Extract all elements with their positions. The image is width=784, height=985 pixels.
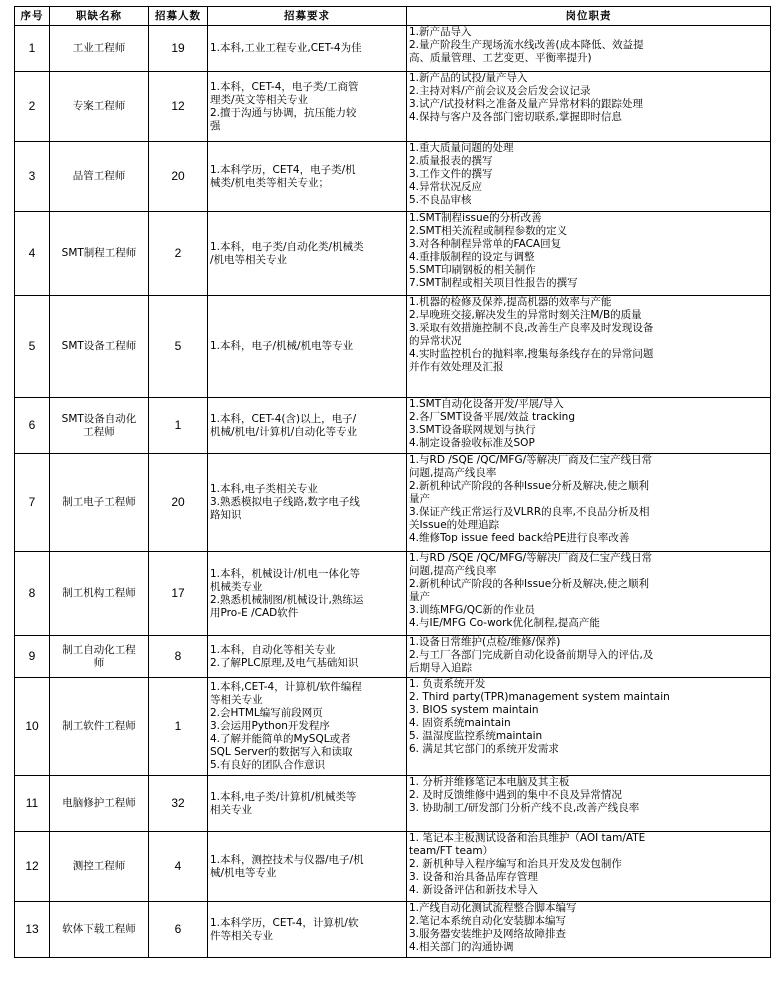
requirement-line: 1.本科，自动化等相关专业	[210, 643, 336, 656]
duty-line: 5. 温湿度监控系统maintain	[409, 730, 543, 742]
duty-line: 5.不良品审核	[409, 194, 472, 206]
headcount-text: 4	[174, 859, 182, 873]
row-number-text: 6	[28, 418, 36, 432]
duty-line: 2. Third party(TPR)management system maintain	[409, 691, 670, 703]
headcount-text: 17	[171, 586, 185, 600]
duties-cell	[407, 678, 771, 776]
job-title-text: 软体下载工程师	[62, 923, 136, 935]
headcount	[149, 902, 208, 958]
duty-line: 3.采取有效措施控制不良,改善生产良率及时发现设备	[409, 322, 654, 334]
table-row	[15, 212, 771, 296]
duties-cell	[407, 552, 771, 636]
duties-cell	[407, 72, 771, 142]
table-row	[15, 26, 771, 72]
header-count: 招募人数	[149, 7, 208, 26]
duty-line: 关Issue的处理追踪	[409, 519, 500, 531]
requirement-line: 强	[210, 119, 221, 132]
header-requirements: 招募要求	[208, 7, 407, 26]
job-title	[50, 552, 149, 636]
requirement-line: 1.本科,电子类相关专业	[210, 483, 318, 495]
duties-cell	[407, 636, 771, 678]
headcount-text: 20	[171, 169, 185, 183]
duty-line: 3. 协助制工/研发部门分析产线不良,改善产线良率	[409, 802, 640, 814]
requirement-line: 1.本科,CET-4，计算机/软件编程	[210, 681, 362, 693]
headcount-text: 12	[171, 99, 185, 113]
requirement-line: 1.本科,工业工程专业,CET-4为佳	[210, 42, 362, 54]
duty-line: 1.设备日常维护(点检/维修/保养)	[409, 636, 561, 648]
requirements-cell	[208, 678, 407, 776]
duty-line: 3.对各种制程异常单的FACA回复	[409, 238, 562, 250]
duty-line: 4. 新设备评估和新技术导入	[409, 884, 538, 896]
duty-line: 1.机器的检修及保养,提高机器的效率与产能	[409, 296, 612, 308]
row-number	[15, 678, 50, 776]
duties-cell	[407, 398, 771, 454]
requirement-line: 1.本科，电子类/自动化类/机械类	[210, 240, 364, 253]
requirement-line: 械类/机电类等相关专业；	[210, 176, 330, 189]
duty-line: 2.SMT相关流程或制程参数的定义	[409, 225, 568, 237]
row-number	[15, 552, 50, 636]
job-title	[50, 454, 149, 552]
row-number-text: 1	[28, 41, 36, 55]
requirement-line: 理类/英文等相关专业	[210, 93, 309, 106]
headcount	[149, 636, 208, 678]
headcount	[149, 212, 208, 296]
table-row	[15, 902, 771, 958]
requirement-line: 相关专业	[210, 803, 252, 816]
job-title	[50, 902, 149, 958]
requirement-line: 2.熟悉机械制图/机械设计,熟练运	[210, 593, 364, 606]
job-title-text: 制工机构工程师	[62, 587, 136, 599]
duty-line: 2.质量报表的撰写	[409, 155, 493, 167]
requirement-line: 1.本科，CET-4(含)以上，电子/	[210, 412, 357, 425]
row-number-text: 9	[28, 649, 36, 663]
requirements-cell	[208, 902, 407, 958]
requirement-line: 2.了解PLC原理,及电气基础知识	[210, 656, 359, 669]
table-row	[15, 296, 771, 398]
row-number	[15, 142, 50, 212]
duties-cell	[407, 776, 771, 832]
row-number	[15, 212, 50, 296]
requirement-line: 5.有良好的团队合作意识	[210, 759, 326, 771]
row-number-text: 2	[28, 99, 36, 113]
duty-line: 4.相关部门的沟通协调	[409, 941, 514, 953]
header-duties: 岗位职责	[407, 7, 771, 26]
requirement-line: 用Pro-E /CAD软件	[210, 606, 299, 619]
job-title	[50, 142, 149, 212]
row-number	[15, 454, 50, 552]
row-number-text: 7	[28, 495, 36, 509]
duty-line: 4.维修Top issue feed back给PE进行良率改善	[409, 532, 630, 544]
duty-line: 4.与IE/MFG Co-work优化制程,提高产能	[409, 617, 600, 629]
job-title-text: 电脑修护工程师	[62, 797, 136, 809]
duty-line: 2. 及时反馈维修中遇到的集中不良及异常情况	[409, 789, 622, 801]
row-number	[15, 636, 50, 678]
header-title: 职缺名称	[50, 7, 149, 26]
table-row	[15, 398, 771, 454]
duty-line: 2.量产阶段生产现场流水线改善(成本降低、效益提	[409, 39, 644, 51]
duty-line: 并作有效处理及汇报	[409, 361, 504, 373]
duty-line: 3.SMT设备联网规划与执行	[409, 424, 536, 436]
recruitment-table	[14, 6, 771, 958]
duty-line: 4.保持与客户及各部门密切联系,掌握即时信息	[409, 111, 622, 123]
requirement-line: 4.了解并能简单的MySQL或者	[210, 733, 351, 745]
requirements-cell	[208, 832, 407, 902]
requirements-cell	[208, 552, 407, 636]
job-title	[50, 296, 149, 398]
duty-line: 3.保证产线正常运行及VLRR的良率,不良品分析及相	[409, 506, 650, 518]
duty-line: 1.产线自动化测试流程整合脚本编写	[409, 902, 577, 914]
duty-line: 问题,提高产线良率	[409, 467, 497, 479]
job-title	[50, 636, 149, 678]
job-title-text: 工业工程师	[72, 42, 126, 54]
requirement-line: 机械/机电/计算机/自动化等专业	[210, 425, 358, 438]
row-number-text: 12	[25, 859, 39, 873]
table-row	[15, 72, 771, 142]
job-title-text: 品管工程师	[72, 170, 126, 182]
table-row	[15, 776, 771, 832]
duty-line: 2.主持对料/产前会议及会后发会议记录	[409, 85, 591, 97]
duty-line: 4. 固资系统maintain	[409, 717, 511, 729]
headcount	[149, 678, 208, 776]
duty-line: 2. 新机种导入程序编写和治具开发及发包制作	[409, 858, 622, 870]
row-number-text: 5	[28, 339, 36, 353]
job-title	[50, 678, 149, 776]
headcount-text: 32	[171, 796, 185, 810]
row-number-text: 11	[25, 796, 39, 810]
job-title-text: SMT制程工程师	[61, 247, 137, 259]
requirement-line: 1.本科，CET-4，电子类/工商管	[210, 80, 359, 93]
requirement-line: 2.会HTML编写前段网页	[210, 707, 323, 719]
headcount	[149, 552, 208, 636]
row-number	[15, 398, 50, 454]
requirements-cell	[208, 212, 407, 296]
job-title-text: 制工电子工程师	[62, 496, 136, 508]
headcount	[149, 142, 208, 212]
headcount	[149, 72, 208, 142]
duty-line: 4.实时监控机台的抛料率,搜集每条线存在的异常问题	[409, 348, 654, 360]
requirement-line: 路知识	[210, 509, 242, 521]
requirement-line: 1.本科学历，CET4，电子类/机	[210, 163, 356, 176]
duty-line: 1.新产品的试投/量产导入	[409, 72, 528, 84]
headcount-text: 6	[174, 922, 182, 936]
duty-line: 1.重大质量问题的处理	[409, 142, 514, 154]
duty-line: 的异常状况	[409, 335, 462, 347]
headcount-text: 19	[171, 41, 185, 55]
headcount-text: 2	[174, 246, 182, 260]
job-title	[50, 776, 149, 832]
header-no: 序号	[15, 7, 50, 26]
job-title-text: SMT设备自动化工程师	[61, 412, 137, 438]
requirement-line: 3.熟悉模拟电子线路,数字电子线	[210, 496, 360, 508]
duties-cell	[407, 142, 771, 212]
headcount-text: 5	[174, 339, 182, 353]
row-number-text: 3	[28, 169, 36, 183]
job-title	[50, 832, 149, 902]
requirement-line: 1.本科，电子/机械/机电等专业	[210, 340, 354, 352]
duty-line: 3. BIOS system maintain	[409, 704, 539, 716]
duty-line: 4.制定设备验收标准及SOP	[409, 437, 535, 449]
table-row	[15, 142, 771, 212]
duty-line: 后期导入追踪	[409, 662, 472, 674]
headcount-text: 1	[174, 719, 182, 733]
duty-line: 1.与RD /SQE /QC/MFG/等解决厂商及仁宝产线日常	[409, 454, 653, 466]
requirement-line: 3.会运用Python开发程序	[210, 720, 330, 732]
row-number	[15, 832, 50, 902]
duty-line: 1. 笔记本主板测试设备和治具维护（AOI tam/ATE	[409, 832, 646, 844]
header-row	[15, 7, 771, 26]
requirement-line: 2.擅于沟通与协调，抗压能力较	[210, 106, 357, 119]
duty-line: 3.工作文件的撰写	[409, 168, 493, 180]
row-number	[15, 26, 50, 72]
row-number-text: 8	[28, 586, 36, 600]
headcount-text: 20	[171, 495, 185, 509]
job-title	[50, 398, 149, 454]
headcount-text: 1	[174, 418, 182, 432]
requirement-line: 1.本科，测控技术与仪器/电子/机	[210, 853, 364, 866]
job-title-text: 专案工程师	[72, 100, 126, 112]
duties-cell	[407, 26, 771, 72]
duty-line: 4.异常状况反应	[409, 181, 483, 193]
duty-line: 6. 满足其它部门的系统开发需求	[409, 743, 559, 755]
duty-line: 3.训练MFG/QC新的作业员	[409, 604, 535, 616]
headcount-text: 8	[174, 649, 182, 663]
row-number-text: 13	[25, 922, 39, 936]
headcount	[149, 398, 208, 454]
headcount	[149, 776, 208, 832]
row-number	[15, 296, 50, 398]
duty-line: 量产	[409, 591, 430, 603]
job-title	[50, 212, 149, 296]
requirement-line: 机械类专业	[210, 580, 263, 593]
requirement-line: /机电等相关专业	[210, 253, 288, 266]
requirement-line: 1.本科学历，CET-4，计算机/软	[210, 916, 359, 929]
duty-line: 5.SMT印刷钢板的相关制作	[409, 264, 536, 276]
duties-cell	[407, 454, 771, 552]
duty-line: 高、质量管理、工艺变更、平衡率提升)	[409, 52, 592, 64]
requirements-cell	[208, 142, 407, 212]
requirements-cell	[208, 776, 407, 832]
headcount	[149, 296, 208, 398]
duty-line: 2.新机种试产阶段的各种Issue分析及解决,使之顺利	[409, 480, 650, 492]
duty-line: 3. 设备和治具备品库存管理	[409, 871, 538, 883]
job-title-text: SMT设备工程师	[61, 340, 137, 352]
row-number	[15, 776, 50, 832]
duty-line: 2.早晚班交接,解决发生的异常时刻关注M/B的质量	[409, 309, 642, 321]
duty-line: 1. 分析并维修笔记本电脑及其主板	[409, 776, 570, 788]
requirement-line: SQL Server的数据写入和读取	[210, 746, 353, 758]
table-row	[15, 678, 771, 776]
row-number-text: 4	[28, 246, 36, 260]
headcount	[149, 832, 208, 902]
job-title-text: 制工软件工程师	[62, 720, 136, 732]
table-row	[15, 454, 771, 552]
job-title-text: 制工自动化工程师	[62, 643, 136, 669]
duty-line: 7.SMT制程或相关项目性报告的撰写	[409, 277, 578, 289]
duties-cell	[407, 296, 771, 398]
duty-line: 1.新产品导入	[409, 26, 472, 38]
requirements-cell	[208, 72, 407, 142]
row-number-text: 10	[25, 719, 39, 733]
duty-line: 4.重排版制程的设定与调整	[409, 251, 535, 263]
duty-line: 2.与工厂各部门完成新自动化设备前期导入的评估,及	[409, 649, 654, 661]
requirements-cell	[208, 296, 407, 398]
requirement-line: 件等相关专业	[210, 929, 273, 942]
duty-line: 1.与RD /SQE /QC/MFG/等解决厂商及仁宝产线日常	[409, 552, 653, 564]
job-title-text: 测控工程师	[72, 860, 126, 872]
job-title	[50, 26, 149, 72]
duty-line: 2.各厂SMT设备平展/效益 tracking	[409, 411, 575, 423]
requirements-cell	[208, 454, 407, 552]
table-row	[15, 832, 771, 902]
duty-line: 量产	[409, 493, 430, 505]
duty-line: 2.笔记本系统自动化安装脚本编写	[409, 915, 567, 927]
requirements-cell	[208, 636, 407, 678]
requirement-line: 械/机电等专业	[210, 866, 277, 879]
table-row	[15, 552, 771, 636]
requirement-line: 等相关专业	[210, 694, 263, 706]
requirements-cell	[208, 26, 407, 72]
duty-line: 3.服务器安装维护及网络故障排查	[409, 928, 567, 940]
headcount	[149, 454, 208, 552]
duty-line: 1. 负责系统开发	[409, 678, 486, 690]
row-number	[15, 902, 50, 958]
duty-line: 1.SMT自动化设备开发/平展/导入	[409, 398, 564, 410]
duties-cell	[407, 832, 771, 902]
requirement-line: 1.本科,电子类/计算机/机械类等	[210, 790, 357, 803]
duty-line: 3.试产/试投材料之准备及量产异常材料的跟踪处理	[409, 98, 644, 110]
duties-cell	[407, 902, 771, 958]
requirements-cell	[208, 398, 407, 454]
duties-cell	[407, 212, 771, 296]
duty-line: team/FT team）	[409, 845, 494, 857]
table-row	[15, 636, 771, 678]
duty-line: 问题,提高产线良率	[409, 565, 497, 577]
duty-line: 2.新机种试产阶段的各种Issue分析及解决,使之顺利	[409, 578, 650, 590]
job-title	[50, 72, 149, 142]
row-number	[15, 72, 50, 142]
duty-line: 1.SMT制程issue的分析改善	[409, 212, 542, 224]
headcount	[149, 26, 208, 72]
requirement-line: 1.本科，机械设计/机电一体化等	[210, 567, 361, 580]
